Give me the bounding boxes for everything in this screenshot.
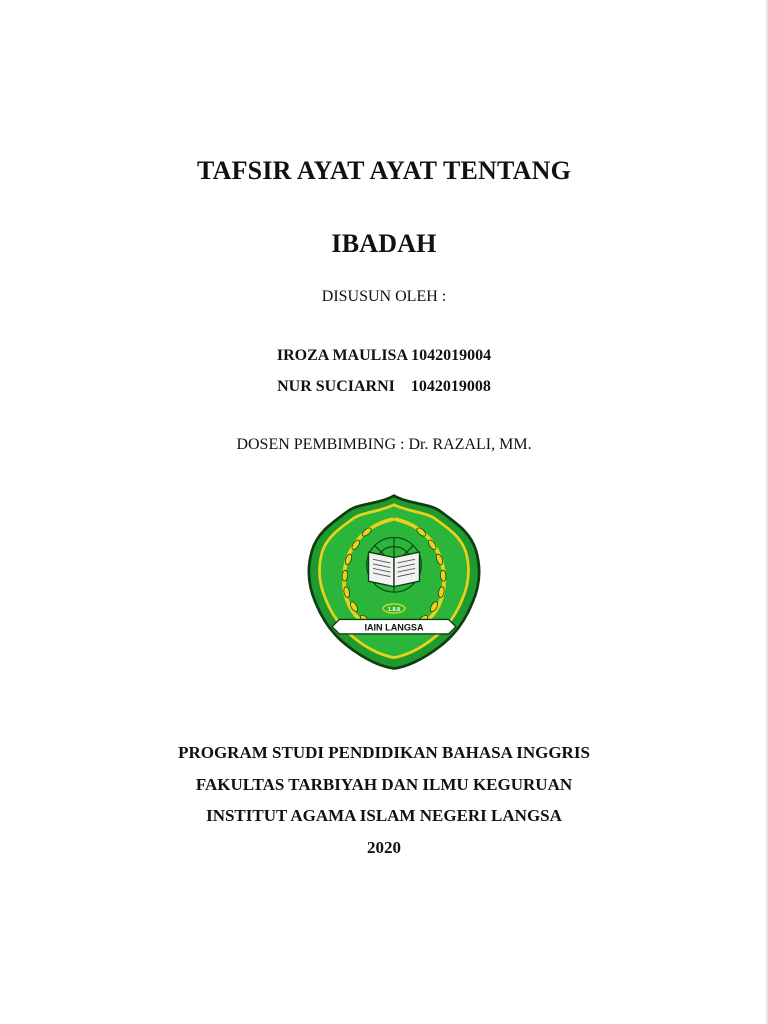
year-line: 2020 — [367, 838, 401, 857]
compiled-by-label: DISUSUN OLEH : — [321, 288, 447, 305]
logo-year-text: 1.8.8 — [387, 607, 401, 614]
iain-langsa-emblem-icon — [303, 492, 485, 674]
logo-banner-text: IAIN LANGSA — [364, 622, 424, 633]
author-2: NUR SUCIARNI 1042019008 — [277, 378, 491, 395]
author-1: IROZA MAULISA 1042019004 — [276, 347, 492, 364]
title-line-2: IBADAH — [331, 229, 437, 258]
university-line: INSTITUT AGAMA ISLAM NEGERI LANGSA — [206, 806, 562, 825]
faculty-line: FAKULTAS TARBIYAH DAN ILMU KEGURUAN — [195, 775, 573, 794]
advisor-line: DOSEN PEMBIMBING : Dr. RAZALI, MM. — [236, 436, 532, 453]
title-line-1: TAFSIR AYAT AYAT TENTANG — [196, 156, 572, 185]
program-line: PROGRAM STUDI PENDIDIKAN BAHASA INGGRIS — [178, 743, 590, 762]
